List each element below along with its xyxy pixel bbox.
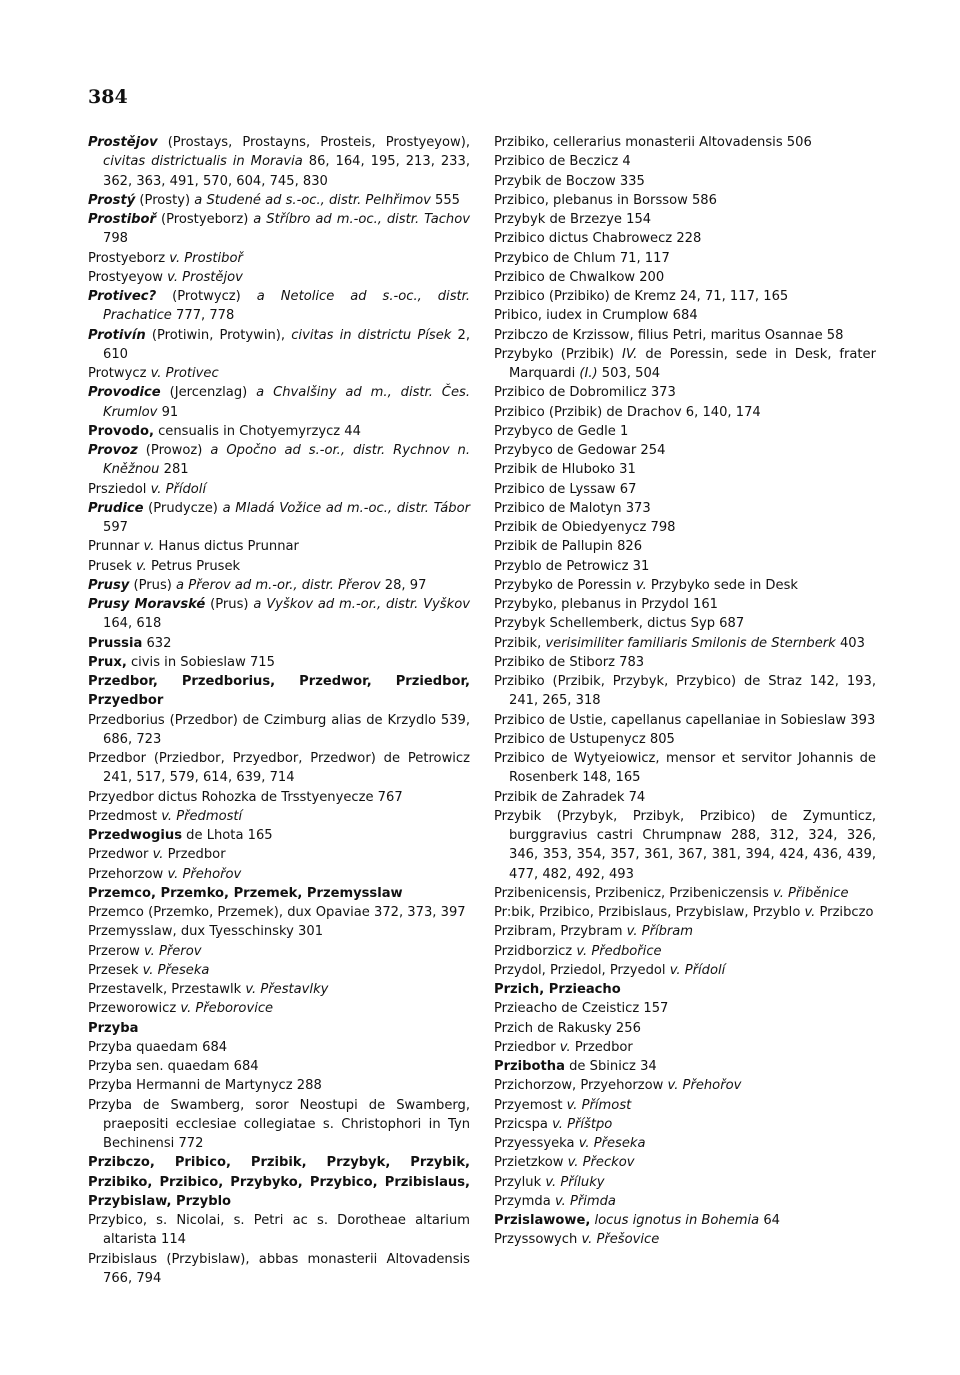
index-text: Przibico de Malotyn 373 [494,500,651,516]
index-note: v. [135,558,147,574]
index-note: verisimiliter familiaris Smilonis de Sternberk [545,635,836,651]
index-text: Petrus Prusek [151,558,241,574]
index-note: civitas in districtu Písek [291,327,452,343]
index-entry [494,1134,876,1153]
index-note: a Opočno ad s.-or., distr. Rychnov n. Kněžnou [103,443,471,478]
index-text: Pr:bik, Przibico, Przibislaus, Przybislaw, Przyblo [494,905,805,920]
index-text: Prostyeborz [88,250,170,266]
index-text: Przehorzow [88,866,168,882]
index-headword: Prusy Moravské [88,597,206,612]
index-entry [494,172,876,191]
index-note: v. Přeseka [142,962,210,978]
index-entry [494,499,876,518]
index-note: v. Přestavlky [245,982,329,997]
index-text: Protwycz [88,366,151,381]
index-text: Przibiko de Stiborz 783 [494,654,645,670]
index-note: a Chvalšiny ad m., distr. Čes. Krumlov [103,385,470,420]
index-text: de Sbinicz 34 [569,1059,657,1074]
index-entry [494,1038,876,1057]
index-entry [88,672,470,711]
index-text: Przibico de Ustie, capellanus capellaniae in Sobieslaw 393 [494,712,876,728]
index-text: Przybico de Chlum 71, 117 [494,250,670,266]
index-note: a Přerov ad m.-or., distr. Přerov [176,577,381,593]
index-text: Przietzkow [494,1155,568,1171]
index-text: Przedwor [88,847,153,863]
index-entry [88,383,470,422]
index-headword: Prux, [88,654,127,670]
index-entry [88,1250,470,1289]
index-entry [88,191,470,210]
index-entry [494,326,876,345]
index-entry [88,441,470,480]
index-text: Przybyk de Brzezye 154 [494,212,652,227]
index-entry [88,999,470,1018]
index-entry [494,730,876,749]
index-note: v. [143,539,155,555]
index-entry [494,672,876,711]
index-entry [494,383,876,402]
index-note: v. Přeseka [578,1136,646,1151]
index-note: (I.) [579,366,598,381]
index-text: Przibenicensis, Przibenicz, Przibeniczensis [494,885,774,901]
index-note: a Netolice ad s.-oc., distr. Prachatice [103,289,470,324]
index-text: 86, 164, 195, 213, 233, 362, 363, 491, 570, 604, 745, 830 [103,154,470,189]
index-note: civitas districtualis in Moravia [103,154,303,170]
index-entry [494,1057,876,1076]
index-text: Przibik de Zahradek 74 [494,789,646,805]
index-entry [494,1115,876,1134]
index-entry [494,1096,876,1115]
index-entry [494,518,876,537]
index-entry [494,807,876,884]
index-text: Prziedbor [494,1039,560,1055]
index-entry [88,826,470,845]
index-text: Hanus dictus Prunnar [158,539,299,555]
index-text: Przedbor (Prziedbor, Przyedbor, Przedwor) de Petrowicz 241, 517, 579, 614, 639, 714 [88,751,470,786]
index-entry [494,210,876,229]
index-note: v. Přídolí [669,962,726,978]
index-text: Przibiko (Przibik, Przybyk, Przybico) de Straz 142, 193, 241, 265, 318 [494,674,876,709]
index-headword: Protivec? [88,289,157,304]
index-entry [88,711,470,750]
index-entry [494,653,876,672]
index-entry [494,441,876,460]
index-note: a Vyškov ad m.-or., distr. Vyškov [253,597,470,612]
index-entry [88,576,470,595]
index-entry [494,711,876,730]
index-note: a Mladá Vožice ad m.-oc., distr. Tábor [222,500,470,516]
index-note: v. [559,1039,571,1055]
index-text: Prostyeyow [88,269,168,285]
index-entry [88,807,470,826]
index-note: v. Prostějov [167,269,243,285]
index-headword: Przemco, Przemko, Przemek, Przemysslaw [88,885,403,901]
index-text: Przichorzow, Przyehorzow [494,1078,668,1094]
index-entry [494,884,876,903]
index-text: 403 [839,635,865,651]
index-note: v. Příštpo [552,1116,613,1132]
index-entry [494,268,876,287]
index-entry [88,1038,470,1057]
index-text: 632 [146,635,172,651]
index-note: v. Předbořice [576,943,662,959]
index-headword: Przyba [88,1020,139,1036]
index-text: 91 [161,404,179,420]
index-text: Przicspa [494,1116,553,1132]
index-text: Przyessyeka [494,1136,579,1151]
index-note: v. Přešovice [581,1232,660,1248]
index-entry [88,865,470,884]
index-text: Przibislaus (Przybislaw), abbas monasterii Altovadensis 766, 794 [88,1251,470,1286]
index-note: v. Přímost [566,1097,632,1113]
index-entry [88,1153,470,1211]
index-entry [494,152,876,171]
index-note: v. Přehořov [167,866,242,882]
index-note: v. Přiběnice [773,885,849,901]
index-column-left [88,133,470,1288]
index-text: Przybik (Przybyk, Przibyk, Przibico) de Zymunticz, burggravius castri Chrumpnaw 288, 312, 324, 326, 346, 353, 354, 357, 361, 367, 381, 394, 424, 436, 439, 477, 482, 492, 493 [494,808,876,882]
index-headword: Provodice [88,385,161,401]
index-entry [494,1153,876,1172]
index-entry [88,364,470,383]
index-text: Przibiko, cellerarius monasterii Altovadensis 506 [494,135,812,150]
index-note: v. Přerov [143,943,202,959]
index-entry [494,1211,876,1230]
index-entry [494,249,876,268]
index-note: IV. [621,346,638,362]
index-text: 64 [763,1213,781,1228]
index-text: Przyluk [494,1174,546,1190]
index-text: Przybyko de Poressin [494,577,636,593]
index-entry [88,653,470,672]
index-text: Przemysslaw, dux Tyesschinsky 301 [88,924,324,940]
index-entry [88,210,470,249]
index-headword: Przedbor, Przedborius, Przedwor, Prziedbor, Przyedbor [88,674,470,709]
index-entry [494,1192,876,1211]
index-note: v. Přeckov [567,1155,635,1171]
index-text: Przeworowicz [88,1001,181,1017]
index-headword: Provodo, [88,423,154,439]
index-entry [494,980,876,999]
index-text: Przieacho de Czeisticz 157 [494,1001,669,1017]
index-entry [88,1057,470,1076]
index-text: Prsziedol [88,481,151,497]
index-text: (Jercenzlag) [169,385,257,401]
index-headword: Prussia [88,635,143,651]
index-entry [494,634,876,653]
index-text: Przyemost [494,1097,567,1113]
index-text: Przibico de Wytyeiowicz, mensor et servitor Johannis de Rosenberk 148, 165 [494,751,876,786]
index-entry [88,268,470,287]
index-text: (Prus) [133,577,177,593]
index-note: v. Protivec [150,366,219,381]
index-text: (Prostyeborz) [160,212,254,227]
index-text: Prunnar [88,539,144,555]
index-text: Przyblo de Petrowicz 31 [494,558,650,574]
index-text: Przydol, Prziedol, Przyedol [494,962,670,978]
index-entry [88,1019,470,1038]
index-entry [494,999,876,1018]
index-text: Przyba quaedam 684 [88,1039,228,1055]
index-text: Przibico de Beczicz 4 [494,154,631,170]
index-text: Przyba de Swamberg, soror Neostupi de Swamberg, praepositi ecclesiae collegiatae s. Christophori in Tyn Bechinensi 772 [88,1097,470,1151]
index-entry [494,788,876,807]
index-text: Przich de Rakusky 256 [494,1020,641,1036]
index-entry [494,403,876,422]
index-note: locus ignotus in Bohemia [594,1213,760,1228]
index-text: (Prowoz) [145,443,211,458]
index-text: Przibico (Przibiko) de Kremz 24, 71, 117, 165 [494,289,789,304]
index-headword: Przibotha [494,1059,565,1074]
index-text: 281 [163,462,189,478]
index-text: Przestavelk, Przestawlk [88,982,246,997]
index-entry [494,460,876,479]
index-text: 164, 618 [103,616,162,632]
index-text: 2, 610 [103,327,471,362]
index-text: Przibico, plebanus in Borssow 586 [494,192,717,208]
index-entry [494,1076,876,1095]
index-entry [494,306,876,325]
page-number: 384 [88,86,128,108]
index-entry [494,749,876,788]
index-text: Przybyk Schellemberk, dictus Syp 687 [494,616,745,632]
index-text: Przyba sen. quaedam 684 [88,1059,259,1074]
index-headword: Prudice [88,500,144,516]
index-text: civis in Sobieslaw 715 [130,654,275,670]
index-entry [88,903,470,922]
index-text: Przybik de Boczow 335 [494,173,645,189]
index-note: v. Příluky [545,1174,605,1190]
index-text: Przibik de Pallupin 826 [494,539,643,555]
index-entry [88,422,470,441]
index-entry [88,749,470,788]
index-text: (Prosty) [139,192,195,208]
index-text: Przibico de Dobromilicz 373 [494,385,676,401]
index-column-right [494,133,876,1250]
index-entry [88,884,470,903]
index-text: Przybyco de Gedle 1 [494,423,629,439]
index-headword: Przibczo, Pribico, Przibik, Przybyk, Przybik, Przibiko, Przibico, Przybyko, Przybico, Przibislaus, Przybislaw, Przyblo [88,1155,470,1209]
index-entry [88,1096,470,1154]
index-text: Przymda [494,1193,555,1209]
index-text: 555 [435,192,461,208]
index-text: Przibico de Chwalkow 200 [494,269,665,285]
index-note: a Studené ad s.-oc., distr. Pelhřimov [194,192,431,208]
index-note: a Stříbro ad m.-oc., distr. Tachov [253,212,470,227]
index-entry [88,1211,470,1250]
index-text: de Lhota 165 [186,828,273,843]
index-text: censualis in Chotyemyrzycz 44 [158,423,361,439]
index-text: Przerow [88,943,144,959]
index-entry [88,980,470,999]
index-text: 597 [103,520,128,535]
index-text: Przybico, s. Nicolai, s. Petri ac s. Dorotheae altarium altarista 114 [88,1213,470,1248]
index-text: Pribico, iudex in Crumplow 684 [494,308,698,324]
index-entry [494,422,876,441]
index-headword: Prostějov [88,135,158,150]
index-text: (Prus) [210,597,254,612]
index-entry [88,942,470,961]
index-entry [494,1019,876,1038]
index-text: Przibram, Przybram [494,924,627,940]
index-text: Przedborius (Przedbor) de Czimburg alias de Krzydlo 539, 686, 723 [88,712,470,747]
index-headword: Przich, Przieacho [494,982,621,997]
index-text: 777, 778 [176,308,235,324]
index-entry [494,903,876,922]
index-text: 798 [103,231,128,247]
index-entry [88,133,470,191]
index-entry [494,133,876,152]
index-text: Przibico de Lyssaw 67 [494,481,637,497]
index-entry [494,1173,876,1192]
index-entry [494,1230,876,1249]
index-headword: Provoz [88,443,138,458]
index-text: Przyssowych [494,1232,582,1248]
index-note: v. Předmostí [161,808,243,824]
index-text: Prusek [88,558,136,574]
index-text: Przybyko sede in Desk [650,577,798,593]
index-headword: Przislawowe, [494,1213,591,1228]
index-text: Przibico de Ustupenycz 805 [494,731,675,747]
index-entry [88,480,470,499]
index-entry [494,480,876,499]
index-entry [494,287,876,306]
index-text: Przyedbor dictus Rohozka de Trsstyenyecze 767 [88,789,403,805]
index-headword: Protivín [88,327,146,343]
index-text: (Protiwin, Protywin), [151,327,292,343]
index-text: Przedmost [88,808,162,824]
index-entry [494,229,876,248]
index-headword: Prusy [88,577,130,593]
index-text: Przyba Hermanni de Martynycz 288 [88,1078,322,1094]
index-entry [88,595,470,634]
index-note: v. Přídolí [150,481,207,497]
index-entry [494,922,876,941]
index-entry [494,961,876,980]
index-entry [88,499,470,538]
index-note: v. [152,847,164,863]
index-entry [494,345,876,384]
index-text: Przidborzicz [494,943,577,959]
index-text: Przybyko, plebanus in Przydol 161 [494,597,718,612]
index-entry [88,557,470,576]
index-entry [88,922,470,941]
index-text: Przedbor [574,1039,633,1055]
index-entry [88,788,470,807]
index-text: Przibik, [494,635,546,651]
index-note: v. Příbram [626,924,694,940]
index-text: Przemco (Przemko, Przemek), dux Opaviae 372, 373, 397 [88,905,466,920]
index-entry [494,576,876,595]
index-entry [494,614,876,633]
index-entry [88,845,470,864]
index-text: Przesek [88,962,143,978]
index-text: 503, 504 [601,366,661,381]
index-text: Przibik de Hluboko 31 [494,462,636,478]
index-text: Przibico (Przibik) de Drachov 6, 140, 174 [494,404,761,420]
index-text: Przibczo [819,905,874,920]
index-headword: Prostiboř [88,212,157,227]
index-entry [88,249,470,268]
index-text: de Poressin, sede in Desk, frater Marquardi [509,346,876,381]
index-entry [88,634,470,653]
index-note: v. Přimda [554,1193,616,1209]
index-text: Przibico dictus Chabrowecz 228 [494,231,702,247]
index-headword: Prostý [88,192,136,208]
index-entry [494,942,876,961]
index-note: v. [635,577,647,593]
index-note: v. Přeborovice [180,1001,274,1017]
index-entry [494,595,876,614]
index-entry [494,537,876,556]
index-note: v. [804,905,816,920]
index-text: (Protwycz) [172,289,257,304]
index-text: Przedbor [167,847,226,863]
index-text: Przybyco de Gedowar 254 [494,443,666,458]
index-text: (Prudycze) [148,500,223,516]
index-headword: Przedwogius [88,828,182,843]
index-entry [88,1076,470,1095]
index-text: (Prostays, Prostayns, Prosteis, Prostyeyow), [167,135,470,150]
index-entry [88,326,470,365]
index-text: Przibik de Obiedyenycz 798 [494,520,676,535]
index-entry [88,537,470,556]
index-text: Przibczo de Krzissow, filius Petri, maritus Osannae 58 [494,327,844,343]
index-entry [494,557,876,576]
index-entry [88,287,470,326]
index-note: v. Prostiboř [169,250,243,266]
index-entry [88,961,470,980]
index-note: v. Přehořov [667,1078,742,1094]
index-text: 28, 97 [384,577,427,593]
index-text: Przybyko (Przibik) [494,346,622,362]
index-entry [494,191,876,210]
